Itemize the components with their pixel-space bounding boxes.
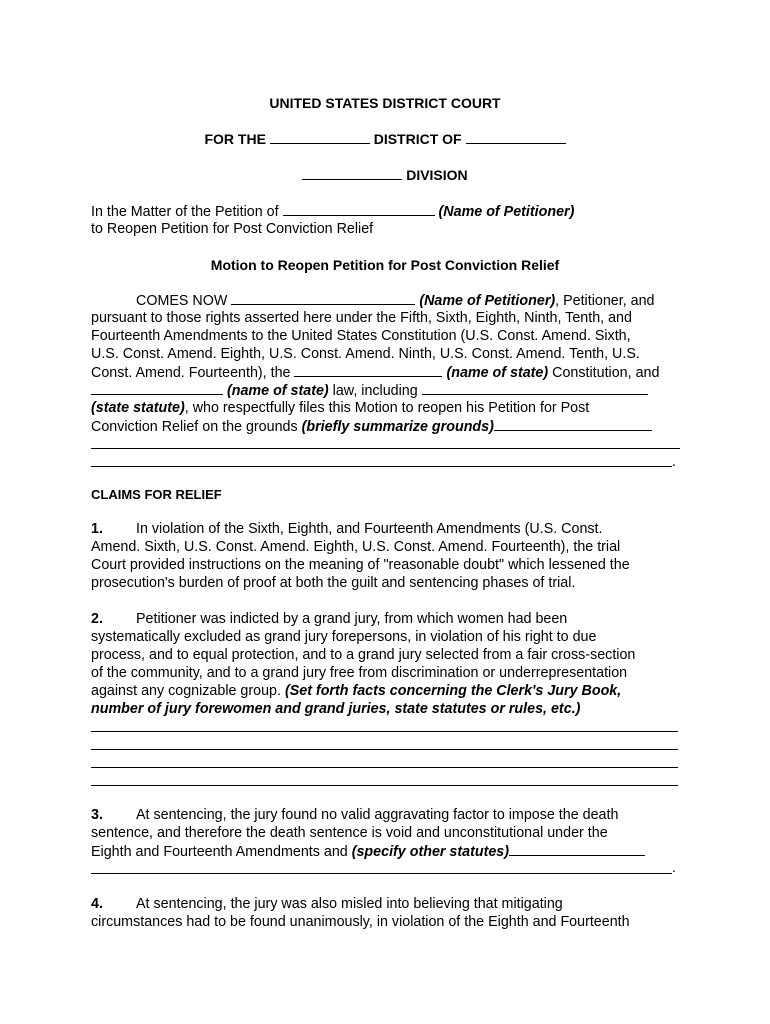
grounds-rule-2[interactable] [91,466,672,467]
intro-l7-b: , who respectfully files this Motion to reopen his Petition for Post [184,400,590,416]
claim-2-text-1: Petitioner was indicted by a grand jury, from which women had been [136,611,568,627]
division-blank[interactable] [302,166,402,180]
intro-name-note: (Name of Petitioner) [419,293,556,309]
division-label: DIVISION [406,167,468,183]
intro-l5-a: Const. Amend. Fourteenth), the [91,365,291,381]
claim-4-text-1: At sentencing, the jury was also misled into believing that mitigating [136,896,563,912]
claim-1-text-1: In violation of the Sixth, Eighth, and Fourteenth Amendments (U.S. Const. [136,521,603,537]
district-blank-1[interactable] [270,130,370,144]
intro-line-6 [91,381,648,400]
claim-4-line-1 [91,895,563,913]
state-note-1: (name of state) [446,365,549,381]
claim-2-line-4: of the community, and to a grand jury free from discrimination or underrepresentation [91,665,628,681]
claim-3-line-3 [91,842,645,861]
claim-2-rule-1[interactable] [91,731,678,732]
claim-2-rule-2[interactable] [91,749,678,750]
claim-2-l5-a: against any cognizable group. [91,683,281,699]
claim-1-line-1 [91,520,603,538]
intro-line-8 [91,417,652,436]
caption-line-2: to Reopen Petition for Post Conviction Relief [91,221,374,237]
claim-2-line-2: systematically excluded as grand jury forepersons, in violation of his right to due [91,629,597,645]
claim-2-note-2: number of jury forewomen and grand juries, state statutes or rules, etc.) [91,701,581,717]
intro-line-3: Fourteenth Amendments to the United States Constitution (U.S. Const. Amend. Sixth, [91,328,631,344]
law-blank[interactable] [422,381,648,395]
claim-2-number: 2. [91,611,103,627]
comes-now: COMES NOW [136,293,228,309]
for-the-label: FOR THE [204,131,266,147]
claim-4-line-2: circumstances had to be found unanimously, in violation of the Eighth and Fourteenth [91,914,630,930]
grounds-rule-1[interactable] [91,448,680,449]
intro-line-1 [136,291,655,310]
claim-2-rule-3[interactable] [91,767,678,768]
claim-4-number: 4. [91,896,103,912]
intro-name-blank[interactable] [231,291,415,305]
claim-2-line-5 [91,682,621,700]
claim-3-rule-1[interactable] [91,873,672,874]
grounds-blank-inline[interactable] [494,417,652,431]
caption-line-1 [91,202,574,221]
intro-line1-tail: , Petitioner, and [555,293,655,309]
other-statutes-blank[interactable] [509,842,645,856]
district-line [0,130,770,148]
claim-1-line-3: Court provided instructions on the meaning of "reasonable doubt" which lessened the [91,557,630,573]
petitioner-name-blank[interactable] [283,202,435,216]
caption-note: (Name of Petitioner) [438,204,575,220]
claim-3-line-2: sentence, and therefore the death sentence is void and unconstitutional under the [91,825,608,841]
intro-l8-a: Conviction Relief on the grounds [91,419,298,435]
intro-line-5 [91,363,659,382]
intro-line-2: pursuant to those rights asserted here under the Fifth, Sixth, Eighth, Ninth, Tenth, and [91,310,632,326]
claim-2-line-1 [91,610,567,628]
caption-prefix: In the Matter of the Petition of [91,204,279,220]
claim-2-note-1: (Set forth facts concerning the Clerk's Jury Book, [284,683,622,699]
state-blank-2[interactable] [91,381,223,395]
claim-1-number: 1. [91,521,103,537]
claim-3-line-1 [91,806,618,824]
district-blank-2[interactable] [466,130,566,144]
statute-note: (state statute) [91,400,185,416]
claim-2-line-3: process, and to equal protection, and to a grand jury selected from a fair cross-section [91,647,636,663]
claim-2-rule-4[interactable] [91,785,678,786]
intro-line-7 [91,399,589,417]
grounds-note: (briefly summarize grounds) [301,419,494,435]
intro-l5-b: Constitution, and [552,365,660,381]
claim-3-period: . [672,860,676,876]
court-heading: UNITED STATES DISTRICT COURT [269,95,501,111]
motion-title: Motion to Reopen Petition for Post Conviction Relief [210,257,560,273]
division-line [0,166,770,184]
grounds-period: . [672,454,676,470]
claim-1-line-2: Amend. Sixth, U.S. Const. Amend. Eighth, U.S. Const. Amend. Fourteenth), the trial [91,539,621,555]
state-note-2: (name of state) [226,383,329,399]
intro-l6-b: law, including [332,383,418,399]
state-blank-1[interactable] [294,363,442,377]
claim-1-line-4: prosecution's burden of proof at both the guilt and sentencing phases of trial. [91,575,576,591]
claim-3-l3-a: Eighth and Fourteenth Amendments and [91,844,348,860]
claim-3-text-1: At sentencing, the jury found no valid aggravating factor to impose the death [136,807,619,823]
claim-3-note: (specify other statutes) [351,844,510,860]
claims-heading: CLAIMS FOR RELIEF [91,487,222,502]
district-of-label: DISTRICT OF [373,131,462,147]
claim-3-number: 3. [91,807,103,823]
claim-2-line-6 [91,700,580,718]
intro-line-4: U.S. Const. Amend. Eighth, U.S. Const. Amend. Ninth, U.S. Const. Amend. Tenth, U.S. [91,346,640,362]
